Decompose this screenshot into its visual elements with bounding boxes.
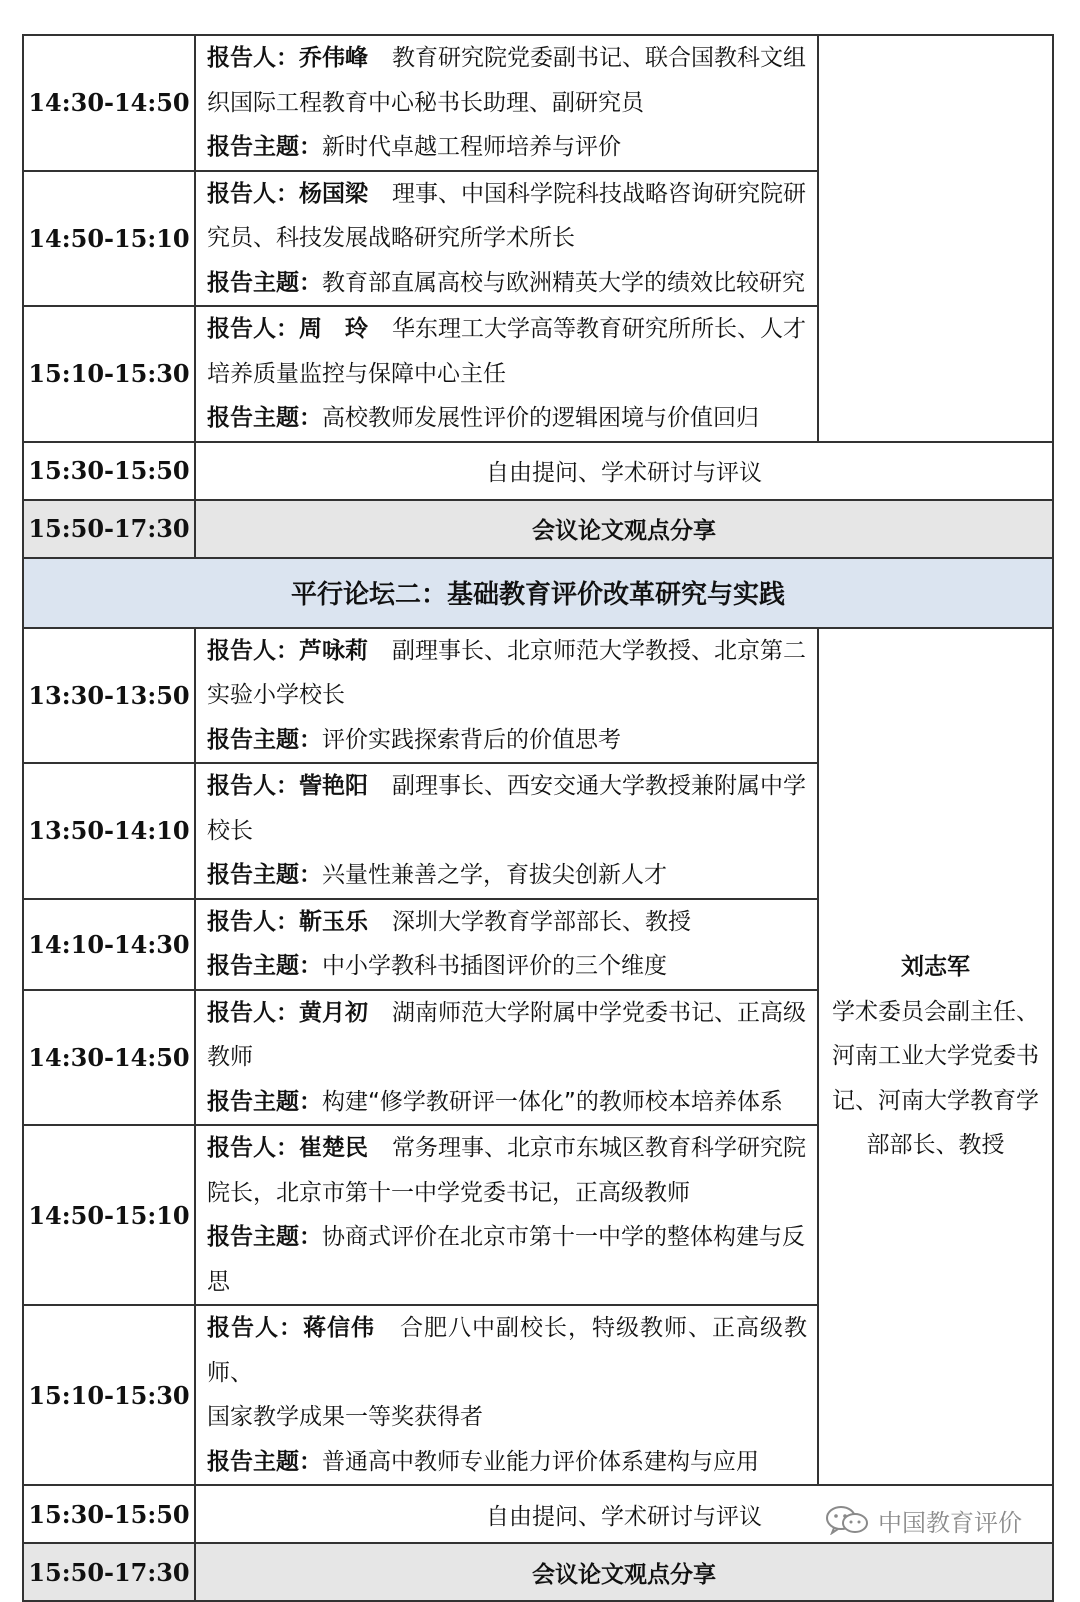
speaker-affiliation: 教师 [207, 1044, 253, 1070]
speaker-affiliation: 教育研究院党委副书记、联合国教科文组 [392, 45, 806, 71]
speaker-affiliation: 常务理事、北京市东城区教育科学研究院 [392, 1135, 806, 1161]
wechat-icon [824, 1505, 870, 1535]
talk-cell [195, 306, 818, 442]
watermark [824, 1500, 1022, 1540]
topic-label: 报告主题： [207, 726, 322, 753]
time-slot: 15:50-17:30 [23, 1543, 195, 1601]
speaker-label: 报告人： [207, 637, 299, 664]
speaker-affiliation: 培养质量监控与保障中心主任 [207, 360, 506, 387]
report-topic: 高校教师发展性评价的逻辑困境与价值回归 [322, 405, 759, 431]
talk-cell [195, 763, 818, 899]
time-slot: 14:50-15:10 [23, 1125, 195, 1305]
speaker-affiliation: 国家教学成果一等奖获得者 [207, 1404, 483, 1430]
speaker-name: 訾艳阳 [299, 773, 368, 799]
host-title: 学术委员会副主任、 [832, 998, 1039, 1025]
speaker-affiliation: 织国际工程教育中心秘书长助理、副研究员 [207, 89, 644, 116]
host-name: 刘志军 [901, 954, 970, 980]
topic-label: 报告主题： [207, 405, 322, 431]
host-cell [818, 628, 1053, 1486]
speaker-label: 报告人： [207, 180, 299, 207]
free-discussion-row [23, 442, 1053, 500]
speaker-name: 蒋信伟 [303, 1315, 375, 1341]
time-slot: 13:50-14:10 [23, 763, 195, 899]
schedule-table [22, 34, 1054, 1602]
time-slot: 15:10-15:30 [23, 1305, 195, 1485]
speaker-label: 报告人： [207, 1315, 303, 1341]
speaker-label: 报告人： [207, 45, 299, 71]
topic-label: 报告主题： [207, 134, 322, 160]
report-topic: 构建“修学教研评一体化”的教师校本培养体系 [322, 1088, 783, 1115]
speaker-affiliation: 深圳大学教育学部部长、教授 [392, 908, 691, 935]
host-title: 河南工业大学党委书 [832, 1043, 1039, 1069]
speaker-name: 周 玲 [299, 316, 368, 342]
speaker-affiliation: 理事、中国科学院科技战略咨询研究院研 [392, 180, 806, 207]
report-topic: 新时代卓越工程师培养与评价 [322, 134, 621, 160]
topic-label: 报告主题： [207, 953, 322, 979]
speaker-label: 报告人： [207, 908, 299, 935]
host-title: 部部长、教授 [866, 1132, 1005, 1158]
speaker-name: 靳玉乐 [299, 908, 368, 935]
paper-share-row [23, 500, 1053, 558]
speaker-affiliation: 合肥八中副校长，特级教师、正高级教师、 [207, 1315, 807, 1386]
report-topic: 评价实践探索背后的价值思考 [322, 726, 621, 753]
talk-cell [195, 628, 818, 764]
time-slot: 15:30-15:50 [23, 1485, 195, 1543]
paper-share-text: 会议论文观点分享 [195, 500, 1053, 558]
paper-share-row [23, 1543, 1053, 1601]
speaker-name: 黄月初 [299, 999, 368, 1026]
topic-label: 报告主题： [207, 269, 322, 296]
topic-label: 报告主题： [207, 862, 322, 888]
report-topic: 中小学教科书插图评价的三个维度 [322, 953, 667, 979]
time-slot: 14:30-14:50 [23, 990, 195, 1126]
time-slot: 14:30-14:50 [23, 35, 195, 171]
speaker-affiliation: 湖南师范大学附属中学党委书记、正高级 [392, 999, 806, 1026]
topic-label: 报告主题： [207, 1224, 322, 1250]
speaker-affiliation: 副理事长、北京师范大学教授、北京第二 [392, 637, 806, 664]
time-slot: 14:10-14:30 [23, 899, 195, 990]
speaker-affiliation: 副理事长、西安交通大学教授兼附属中学 [392, 773, 806, 799]
session-row [23, 628, 1053, 764]
report-topic-continued: 思 [207, 1268, 230, 1295]
speaker-name: 杨国梁 [299, 180, 368, 207]
watermark-text: 中国教育评价 [878, 1508, 1022, 1537]
report-topic: 协商式评价在北京市第十一中学的整体构建与反 [322, 1224, 805, 1250]
time-slot: 13:30-13:50 [23, 628, 195, 764]
forum-title-row [23, 558, 1053, 628]
topic-label: 报告主题： [207, 1448, 322, 1475]
talk-cell [195, 899, 818, 990]
speaker-label: 报告人： [207, 1135, 299, 1161]
report-topic: 普通高中教师专业能力评价体系建构与应用 [322, 1448, 759, 1475]
speaker-affiliation: 究员、科技发展战略研究所学术所长 [207, 225, 575, 251]
talk-cell [195, 1125, 818, 1305]
time-slot: 15:50-17:30 [23, 500, 195, 558]
speaker-affiliation: 实验小学校长 [207, 682, 345, 708]
speaker-name: 崔楚民 [299, 1135, 368, 1161]
talk-cell [195, 171, 818, 307]
talk-cell [195, 990, 818, 1126]
speaker-affiliation: 院长，北京市第十一中学党委书记，正高级教师 [207, 1179, 690, 1206]
time-slot: 15:30-15:50 [23, 442, 195, 500]
free-discussion-text: 自由提问、学术研讨与评议 [195, 442, 1053, 500]
topic-label: 报告主题： [207, 1088, 322, 1115]
speaker-affiliation: 华东理工大学高等教育研究所所长、人才 [392, 316, 806, 342]
report-topic: 教育部直属高校与欧洲精英大学的绩效比较研究 [322, 269, 805, 296]
forum-title: 平行论坛二：基础教育评价改革研究与实践 [23, 558, 1053, 628]
talk-cell [195, 1305, 818, 1485]
host-title: 记、河南大学教育学 [832, 1087, 1039, 1114]
speaker-affiliation: 校长 [207, 817, 253, 844]
host-cell-empty [818, 35, 1053, 442]
paper-share-text: 会议论文观点分享 [195, 1543, 1053, 1601]
speaker-label: 报告人： [207, 316, 299, 342]
report-topic: 兴量性兼善之学，育拔尖创新人才 [322, 862, 667, 888]
speaker-name: 芦咏莉 [299, 637, 368, 664]
time-slot: 15:10-15:30 [23, 306, 195, 442]
session-row [23, 35, 1053, 171]
time-slot: 14:50-15:10 [23, 171, 195, 307]
speaker-name: 乔伟峰 [299, 45, 368, 71]
talk-cell [195, 35, 818, 171]
speaker-label: 报告人： [207, 999, 299, 1026]
speaker-label: 报告人： [207, 773, 299, 799]
free-discussion-text: 自由提问、学术研讨与评议 [195, 1485, 1053, 1543]
